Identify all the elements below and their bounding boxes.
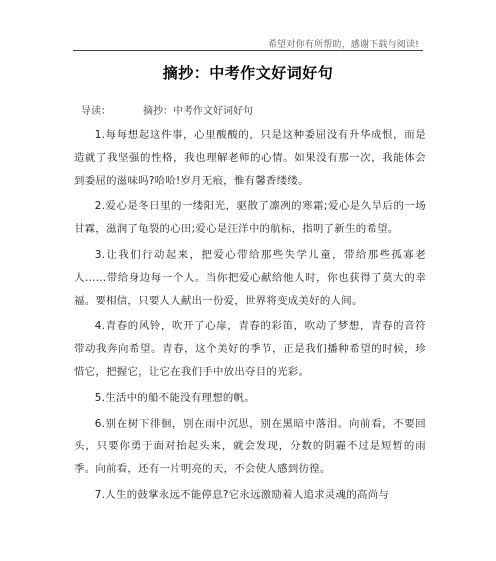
intro-text: 摘抄：中考作文好词好句 bbox=[143, 106, 253, 117]
header-divider bbox=[73, 50, 423, 51]
header-note: 希望对你有所帮助，感谢下载与阅读! bbox=[267, 40, 419, 50]
document-title: 摘抄：中考作文好词好句 bbox=[162, 64, 334, 82]
paragraph-7: 7.人生的鼓掌永远不能停息?它永远激励着人追求灵魂的高尚与 bbox=[94, 488, 390, 501]
paragraph-5: 5.生活中的船不能没有理想的帆。 bbox=[94, 391, 255, 404]
paragraph-6: 6.别在树下徘徊，别在雨中沉思，别在黑暗中落泪。向前看，不要回头，只要你勇于面对抬起头来，就会发现，分数的阴霾不过是短暂的雨季。向前看，还有一片明亮的天，不会使人感到彷徨。 bbox=[74, 417, 426, 476]
paragraph-3: 3.让我们行动起来，把爱心带给那些失学儿童，带给那些孤寡老人……带给身边每一个人。当你把爱心献给他人时，你也获得了莫大的幸福。要相信，只要人人献出一份爱，世界将变成美好的人间。 bbox=[74, 248, 426, 307]
paragraph-4: 4.青春的风铃，吹开了心扉，青春的彩笛，吹动了梦想，青春的音符带动我奔向希望。青春，这个美好的季节，正是我们播种希望的时候，珍惜它，把握它，让它在我们手中放出夺目的光彩。 bbox=[74, 320, 426, 378]
paragraph-1: 1.每每想起这件事，心里酸酸的，只是这种委屈没有升华成恨，而是造就了我坚强的性格，我也理解老师的心情。如果没有那一次，我能体会到委屈的滋味吗?哈哈!岁月无痕，惟有馨香缕缕。 bbox=[74, 129, 426, 187]
paragraph-2: 2.爱心是冬日里的一缕阳光，驱散了凛冽的寒霜;爱心是久旱后的一场甘霖，滋润了龟裂的心田;爱心是汪洋中的航标，指明了新生的希望。 bbox=[74, 200, 426, 236]
intro-line bbox=[74, 100, 426, 124]
document-body bbox=[74, 100, 426, 510]
intro-label: 导读： bbox=[81, 106, 111, 117]
